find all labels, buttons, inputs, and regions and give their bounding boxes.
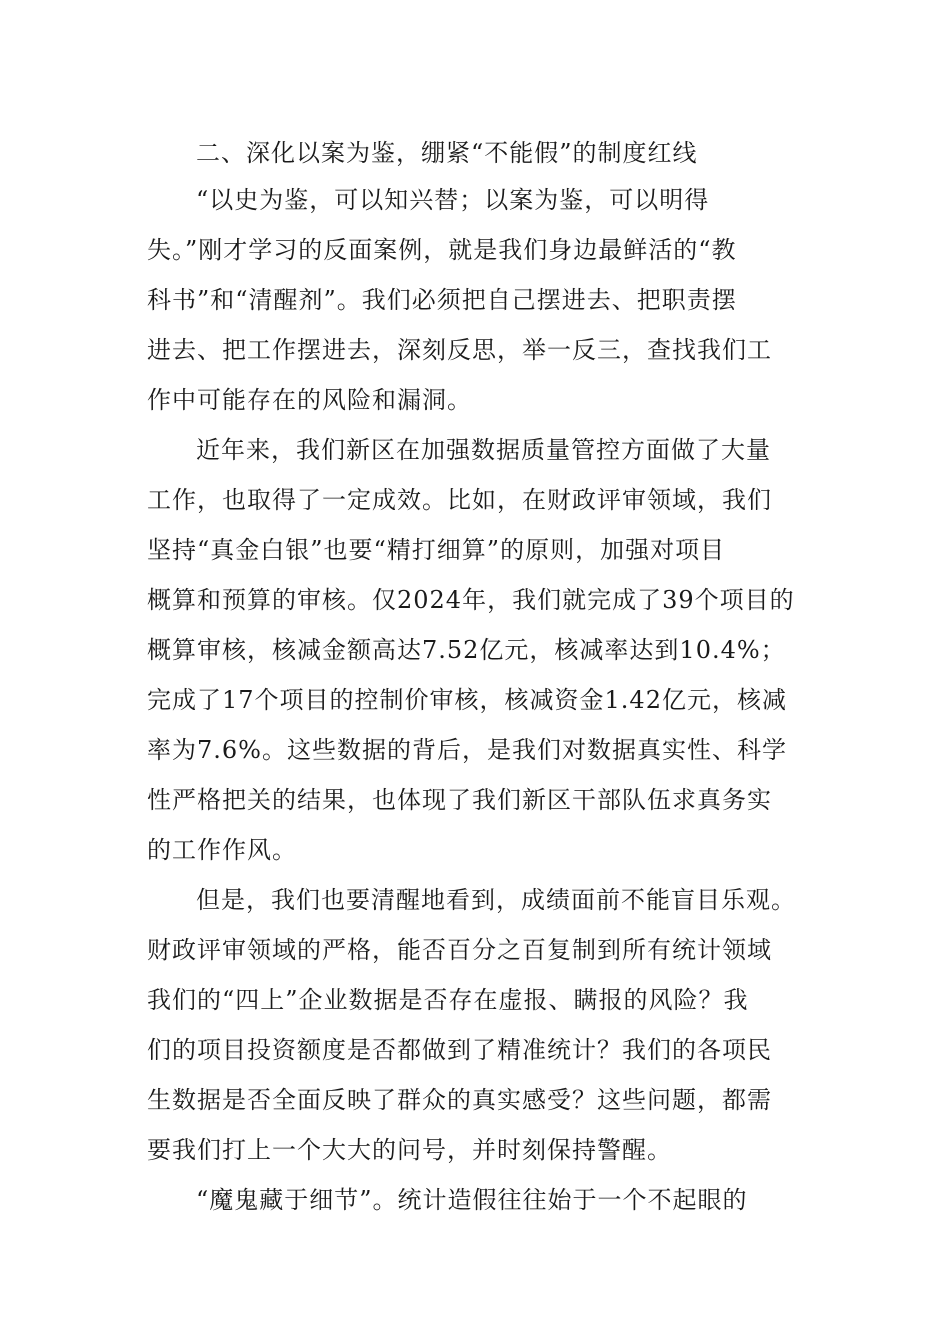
paragraph-line: 概算审核，核减金额高达7.52亿元，核减率达到10.4%； [147, 636, 786, 664]
paragraph-line: 性严格把关的结果，也体现了我们新区干部队伍求真务实 [147, 786, 772, 814]
paragraph-line: 的工作作风。 [147, 836, 297, 864]
paragraph-line: 率为7.6%。这些数据的背后，是我们对数据真实性、科学 [147, 736, 787, 764]
paragraph-line: 作中可能存在的风险和漏洞。 [147, 386, 472, 414]
paragraph-line: 近年来，我们新区在加强数据质量管控方面做了大量 [196, 436, 771, 464]
paragraph-line: 们的项目投资额度是否都做到了精准统计？我们的各项民 [147, 1036, 772, 1064]
section-heading: 二、深化以案为鉴，绷紧“不能假”的制度红线 [196, 139, 698, 167]
paragraph-line: 概算和预算的审核。仅2024年，我们就完成了39个项目的 [147, 586, 795, 614]
paragraph-line: 进去、把工作摆进去，深刻反思，举一反三，查找我们工 [147, 336, 772, 364]
paragraph-line: 科书”和“清醒剂”。我们必须把自己摆进去、把职责摆 [147, 286, 737, 314]
paragraph-line: 工作，也取得了一定成效。比如，在财政评审领域，我们 [147, 486, 772, 514]
paragraph-line: “以史为鉴，可以知兴替；以案为鉴，可以明得 [196, 186, 710, 214]
paragraph-line: 完成了17个项目的控制价审核，核减资金1.42亿元，核减 [147, 686, 787, 714]
paragraph-line: 失。”刚才学习的反面案例，就是我们身边最鲜活的“教 [147, 236, 737, 264]
paragraph-line: 生数据是否全面反映了群众的真实感受？这些问题，都需 [147, 1086, 772, 1114]
paragraph-line: 坚持“真金白银”也要“精打细算”的原则，加强对项目 [147, 536, 726, 564]
paragraph-line: 财政评审领域的严格，能否百分之百复制到所有统计领域 [147, 936, 772, 964]
paragraph-line: 我们的“四上”企业数据是否存在虚报、瞒报的风险？我 [147, 986, 749, 1014]
paragraph-line: 但是，我们也要清醒地看到，成绩面前不能盲目乐观。 [196, 886, 796, 914]
paragraph-line: “魔鬼藏于细节”。统计造假往往始于一个不起眼的 [196, 1186, 748, 1214]
paragraph-line: 要我们打上一个大大的问号，并时刻保持警醒。 [147, 1136, 672, 1164]
